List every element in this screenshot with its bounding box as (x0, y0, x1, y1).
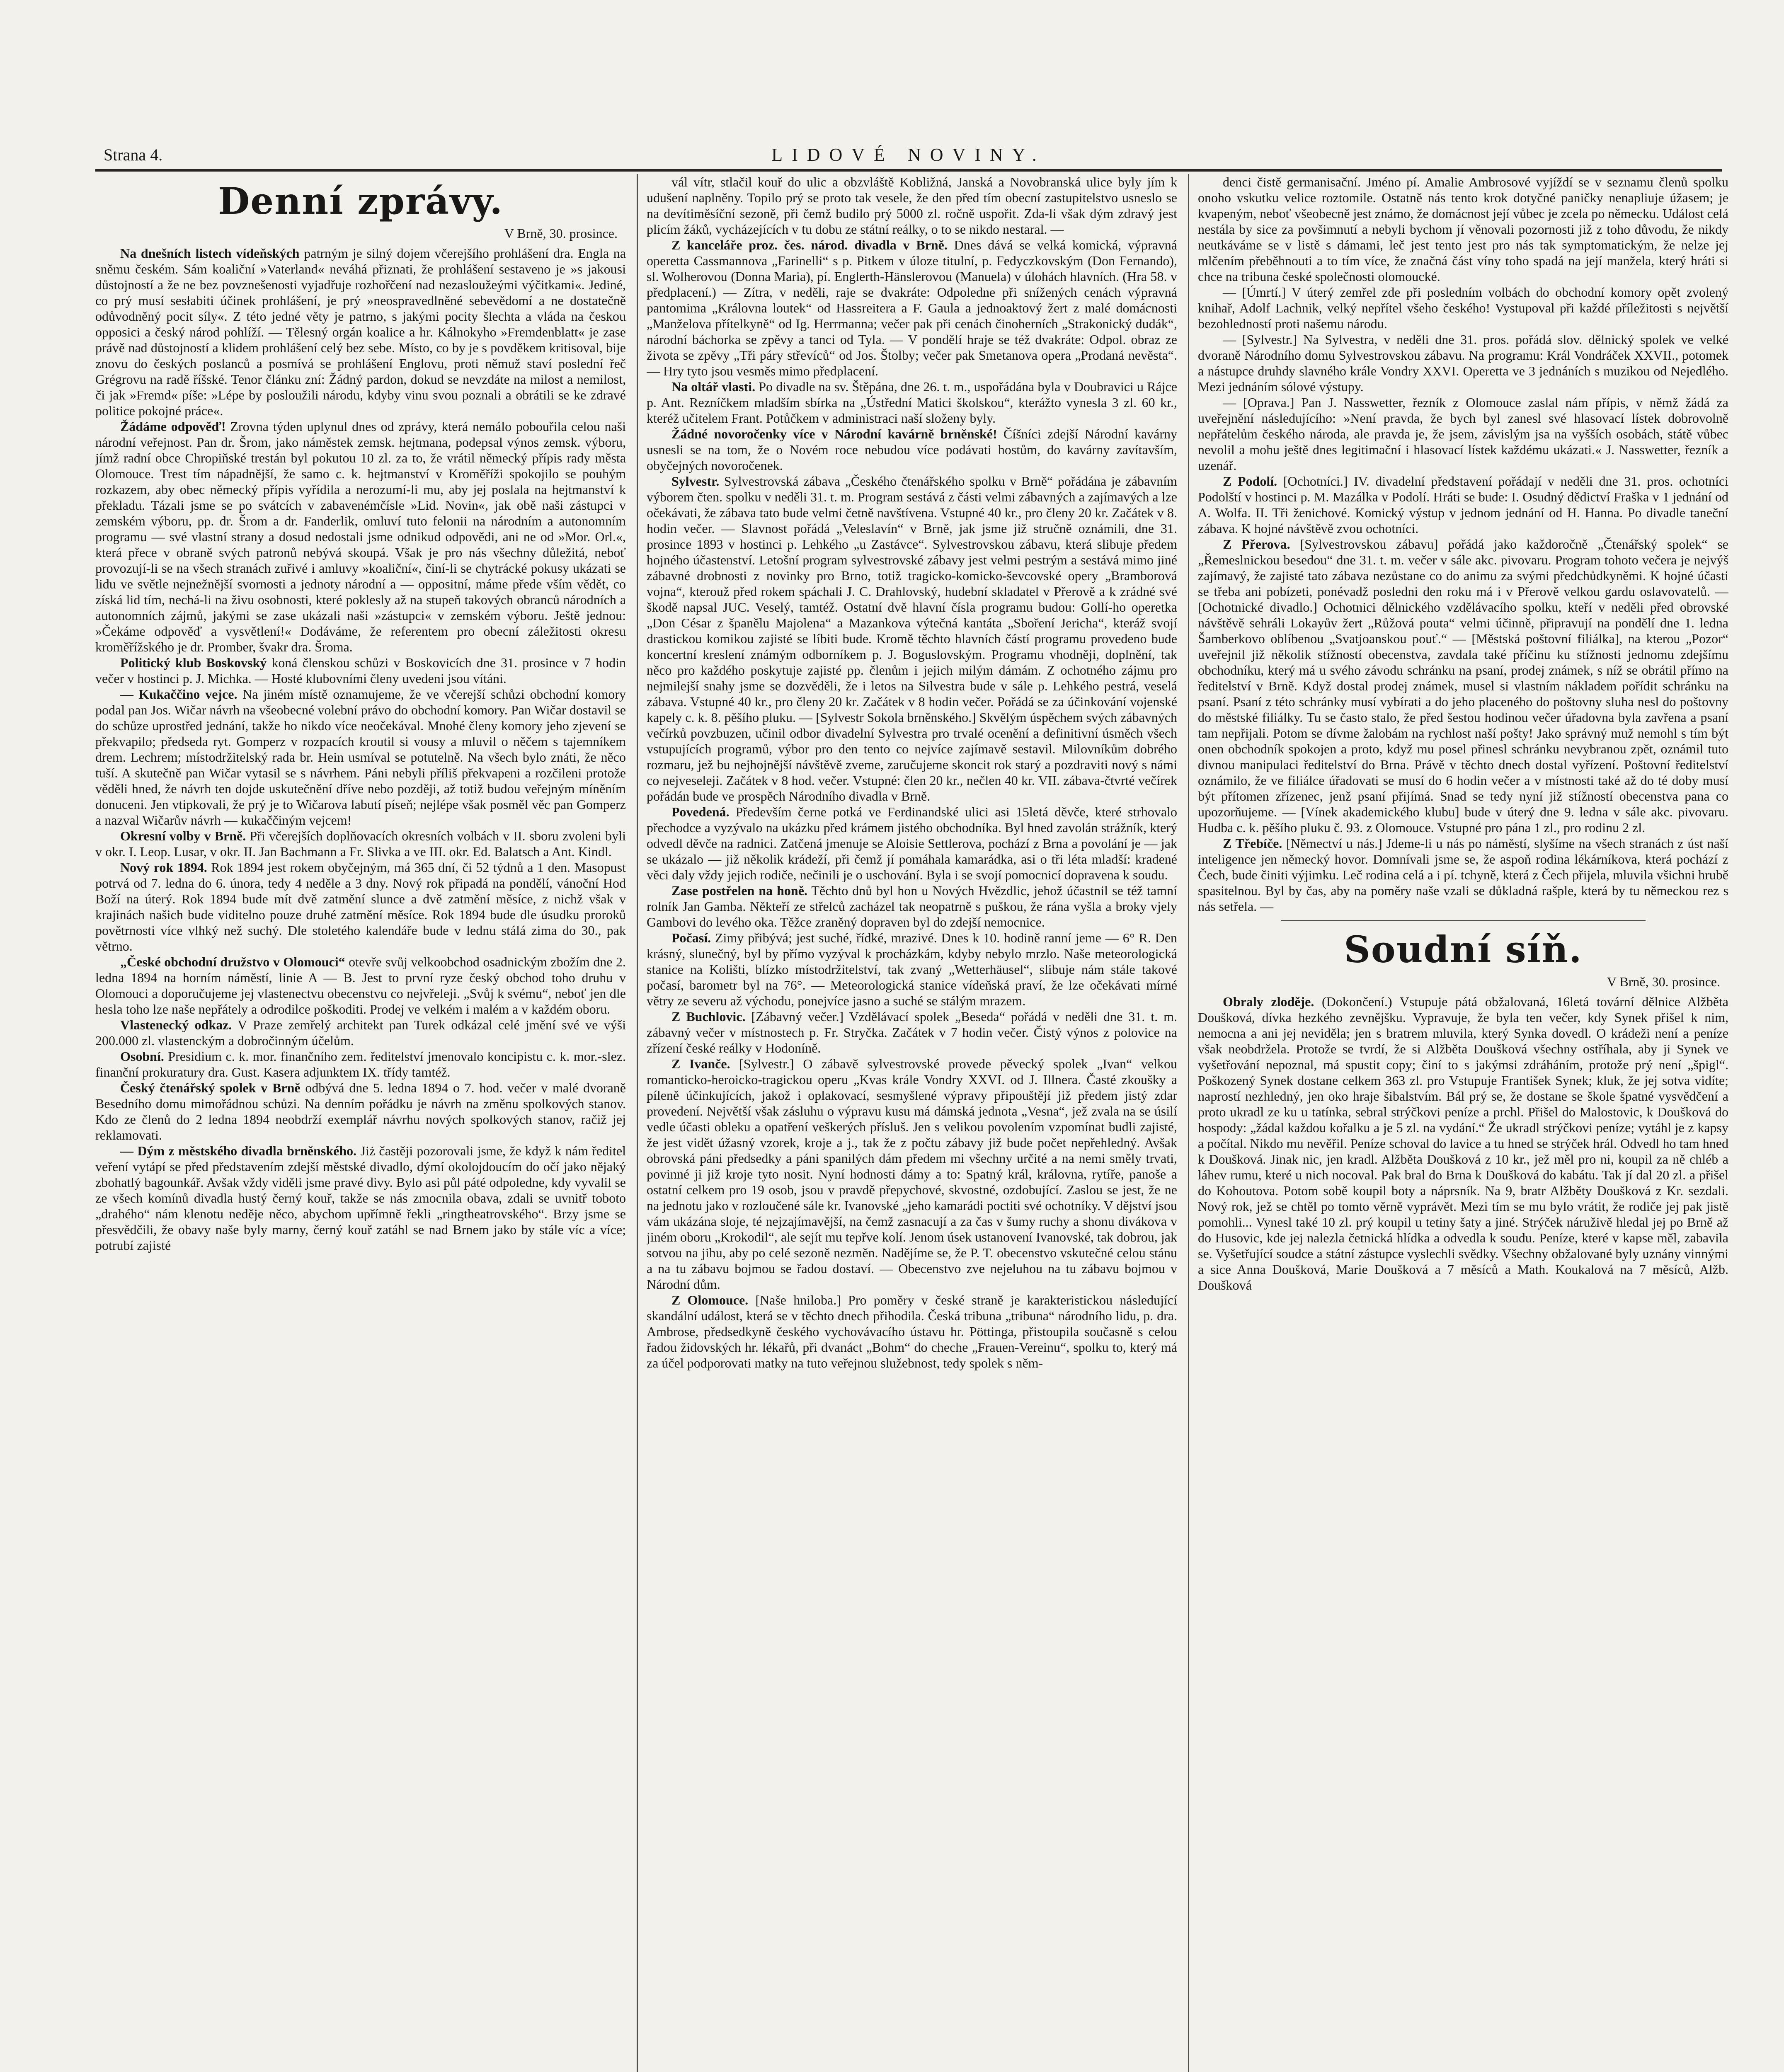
article-paragraph (95, 1017, 626, 1048)
article-text: [Zábavný večer.] Vzdělávací spolek „Beseda“ pořádá v neděli dne 31. t. m. zábavný večer v místnostech p. Fr. Stryčka. Začátek v 7 hodin večer. Čistý výnos z polovice na zřízení české reálky v Hodoníně. (647, 1009, 1177, 1055)
article-heading: Na oltář vlasti. (671, 379, 756, 394)
article-heading: Žádáme odpověď! (120, 419, 226, 434)
article-paragraph (95, 419, 626, 655)
article-heading: Na dnešních listech vídeňských (120, 246, 300, 261)
article-paragraph (1198, 835, 1728, 914)
article-paragraph (647, 1056, 1177, 1292)
article-paragraph (95, 1048, 626, 1080)
page-header (95, 144, 1722, 172)
article-heading: — Dým z městského divadla brněnského. (120, 1143, 357, 1158)
article-heading: Obraly zloděje. (1223, 994, 1314, 1009)
article-heading: Z Ivanče. (671, 1056, 730, 1071)
article-paragraph (95, 1143, 626, 1253)
article-text: Zimy přibývá; jest suché, řídké, mrazivé. Dnes k 10. hodině ranní jeme — 6° R. Den krásný, slunečný, byl by přímo vyzýval k procházkám, kdyby nebylo mrzlo. Naše meteorologická stanice na Kolišti, blízko místodržitelství, tak zvaný „Wetterhäusel“, slibuje nám stále takové počasí, barometr byl na 76°. — Meteorologická stanice vídeňská praví, že lze očekávati mírné větry ze severu až východu, ponejvíce jasno a suché se stálým mrazem. (647, 930, 1177, 1008)
article-text: koná členskou schůzi v Boskovicích dne 31. prosince v 7 hodin večer v hostinci p. J. Michka. — Hosté klubovními členy uvedeni jsou vítáni. (95, 655, 626, 686)
article-heading: Z Třebíče. (1223, 836, 1282, 851)
article-heading: Osobní. (120, 1049, 164, 1064)
column-1 (95, 174, 626, 2072)
article-paragraph (95, 1080, 626, 1143)
article-heading: — Kukaččino vejce. (120, 687, 238, 702)
article-paragraph (1198, 473, 1728, 536)
article-paragraph (1198, 536, 1728, 835)
article-text: [Němectví u nás.] Jdeme-li u nás po náměstí, slyšíme na všech stranách z úst naší inteligence jen německý hovor. Domnívali jsme se, že aspoň rodina lékárníkova, která pochází z Čech, bude činiti výjimku. Leč rodina celá a i pí. tchyně, která z Čech přijela, mluvila všichni hrubě spasitelnou. Byl by čas, aby na poměry naše vzali se důkladná rašple, která by tu německou rez s nás setřela. — (1198, 836, 1728, 914)
article-text: Při včerejších doplňovacích okresních volbách v II. sboru zvoleni byli v okr. I. Leop. Lusar, v okr. II. Jan Bachmann a Fr. Slivka a ve III. okr. Ed. Balatsch a Ant. Kindl. (95, 828, 626, 859)
article-text: Jiż častěji pozorovali jsme, že když k nám ředitel veření vytápí se před představením zdejší městské divadlo, dýmí okolojdoucím do očí jako nějaký zbohatlý bagounkář. Avšak vždy viděli jsme pravé divy. Bylo asi půl páté odpoledne, kdy vyvalil se ze všech komínů divadla hustý černý kouř, takže se nás zmocnila obava, zdali se uvnitř toboto „drahého“ nám klenotu neděje něco, abychom upřímně řekli „ringtheatrovského“. Brzy jsme se přesvědčili, že obavy naše byly marny, černý kouř zatáhl se nad Brnem jako by stále víc a více; potrubí zajisté (95, 1143, 626, 1253)
article-text: [Sylvestr.] O zábavě sylvestrovské provede pěvecký spolek „Ivan“ velkou romanticko-heroicko-tragickou operu „Kvas krále Vondry XXVI. od J. Illnera. Časté zkoušky a píleně účinkujících, jakož i oplakovací, sesmyšlené výpravy připouštějí již předem jistý zdar provedení. Největší však zásluhu o výpravu kusu má dámská jednota „Vesna“, jež zvala na se úsilí vedle účasti obleku a opatření veškerých přísluš. Jen s velikou povolením vzpomínat budli zajisté, že jest vidět úžasný vzorek, kroje a j., tak že z počtu zábavy již bude počet nepřehledný. Avšak obrovská páni předsedky a páni spanilých dám předem mi všechny určité a na nemi směly trvati, povinné ji již kroje tyto nosit. Nyní hodnosti dámy a to: Spatný král, královna, rytíře, panoše a ostatní celkem pro 19 osob, jsou v pravdě přepychové, skvostné, ozdobující. Zaslou se jest, že ne na jednotu jako v rozloučené sále kr. Ivanovské „jeho kamarádi poctiti své ochotníky. V dějství jsou vám ukázána sloje, té nejzajímavější, na čemž zasnacují a za čas v šumy ruchy a shonu divákova v jiném oboru „Krokodil“, ale sejít mu tepřve kolí. Jenom úsek ustanovení Ivanovské, tak dobrou, jak sotvou na jihu, aby po celé sezoně nezměn. Nadějíme se, že P. T. obecenstvo vskutečné celou stánu a na tu zábavu bojmou se řadou dostaví. — Obecenstvo zve nejeluhou na tu zábavu bojmou v Národní dům. (647, 1056, 1177, 1292)
article-text: vál vítr, stlačil kouř do ulic a obzvláště Kobližná, Janská a Novobranská ulice byly jím k udušení naplněny. Topilo prý se proto tak vesele, že den před tím obecní zastupitelstvo usneslo se na devítiměsíční sezoně, při čemž budilo prý 5000 zl. ročně uspořit. Zda-li však dým zdravý jest plicím žáků, vycházejících v tu dobu ze státní reálky, o to se nikdo nestaral. — (647, 174, 1177, 237)
article-text: [Sylvestrovskou zábavu] pořádá jako každoročně „Čtenářský spolek“ se „Řemeslnickou besedou“ dne 31. t. m. večer v sále akc. pivovaru. Program tohoto večera je nejvýš zajímavý, že zajisté tato zábava nezůstane co do animu za svými předchůdkyněmi. K hojné účasti se třeba ani pobízeti, ponévadž posledni den roku má i v Přerově velkou gardu oslavovatelů. — [Ochotnické divadlo.] Ochotnici dělnického vzdělávacího spolku, kteří v neděli před obrovské návštěvě sehráli Lokayův žert „Růžová pouta“ velmi účinně, připravují na pondělí dne 1. ledna Šamberkovo oblíbenou „Svatjoanskou pouť.“ — [Městská poštovní filiálka], na kterou „Pozor“ uveřejnil již několik stížností obecenstva, zavdala také příčinu ku stížnosti jednomu zdejšímu obchodníku, který má u svého závodu schránku na psaní, prodej známek, s níž se obrátil přímo na ředitelství v Brně. Když dostal prodej známek, musel si vlastním nákladem pořídit schránku na psaní. Psaní z této schránky musí vybírati a do jeho placeného do poštovny sluha nesl do poštovny do městské filiálky. Tu se často stalo, že před šestou hodinou večer úřadovna byla zavřena a psaní tam nepřijali. Potom se dívme žalobám na rychlost naší pošty! Jako správný muž nemohl s tím být onen obchodník spokojen a proto, když mu posel přinesl schránku nevybranou zpět, oznámil tuto divnou manipulaci ředitelství do Brna. Právě v těchto dnech dostal vyřízení. Poštovní ředitelství oznámilo, že ve filiálce úřadovati se musí do 6 hodin večer a v místnosti také až do té doby musí být přítomen zřízenec, jenž psaní přijímá. Snad se tedy nyní již stížností obecenstva pana co upozorňujeme. — [Vínek akademického klubu] bude v úterý dne 9. ledna v sále akc. pivovaru. Hudba c. k. pěšího pluku č. 93. z Olomouce. Vstupné pro pána 1 zl., pro rodinu 2 zl. (1198, 537, 1728, 835)
article-paragraph (647, 473, 1177, 804)
article-text: Číšníci zdejší Národní kavárny usnesli se na tom, že o Novém roce nebudou více podávati hostům, do kavárny zavítavším, obyčejných novoročenek. (647, 426, 1177, 473)
dateline: V Brně, 30. prosince. (504, 226, 618, 241)
article-heading: Z Olomouce. (671, 1293, 749, 1307)
article-heading: Sylvestr. (671, 474, 720, 489)
article-text: [Ochotníci.] IV. divadelní představení pořádají v neděli dne 31. pros. ochotníci Podolští v hostinci p. M. Mazálka v Podolí. Hráti se bude: I. Osudný dědictví Fraška v 1 jednání od A. Wolfa. II. Tři ženichové. Komický výstup v jednom jednání od H. Hanna. Po divadle taneční zábava. K hojné návštěvě zvou ochotníci. (1198, 474, 1728, 536)
article-heading: Zase postřelen na honě. (671, 883, 807, 898)
article-paragraph (95, 686, 626, 828)
article-text: Především černe potká ve Ferdinandské ulici asi 15letá děvče, které strhovalo přechodce a vyzývalo na ukázku před krámem jistého obchodníka. Byl hned zavolán strážník, který odvedl děvče na radnici. Zatčená jmenuje se Aloisie Settlerova, pochází z Brna a povolání je — jak se ukázalo — již několik krádeží, při čemž jí pomáhala kamarádka, asi o tři léta mladší: kradené věci daly vždy jejich rodiče, nečinili je o uschování. Byla i se svojí pomocnicí dopravena k soudu. (647, 804, 1177, 882)
article-heading: Politický klub Boskovský (120, 655, 267, 670)
article-paragraph (647, 379, 1177, 426)
article-text: patrným je silný dojem včerejšího prohlášení dra. Engla na sněmu českém. Sám koaliční »Vaterland« neváhá přiznati, že prohlášení sestaveno je »s jakousi důstojností a že ne bez povznešenosti vyjadřuje rozhořčení nad nezasloužeými výčitkami«. Jediné, co prý musí sesłabiti účinek prohlášení, je prý »neospravedlněné sebevědomí a ne dostatečně odůvodněný pocit síly«. Z této jedné věty je patrno, s jakými pocity šlechta a vláda na českou opposici a český národ pohlíží. — Tělesný orgán koalice a hr. Kálnokyho »Fremdenblatt« je zase právě nad důstojností a klidem prohlášení celý bez sebe. Místo, co by je s povděkem kritisoval, bije znovu do českých poslanců a posmívá se prohlášení Englovu, proti němuž staví poslední řeč Grégrovu na radě říšské. Tenor článku zní: Žádný pardon, dokud se nevzdáte na milost a nemilost, či jak »Fremd« píše: »Lépe by posloužili národu, kdyby vinu svou poznali a obrátili se ke zdravé politice pokojné práce«. (95, 246, 626, 418)
article-text: V Praze zemřelý architekt pan Turek odkázal celé jmění své ve výši 200.000 zl. vlastenckým a dobročinným účelům. (95, 1017, 626, 1048)
article-heading: Z Přerova. (1223, 537, 1290, 552)
article-paragraph (1198, 284, 1728, 332)
column-divider (637, 174, 638, 2072)
article-text: Presidium c. k. mor. finančního zem. ředitelství jmenovalo koncipistu c. k. mor.-slez. finanční prokuratury dra. Gust. Kasera adjunktem IX. třídy tamtéž. (95, 1049, 626, 1080)
article-text: (Dokončení.) Vstupuje pátá obžalovaná, 16letá tovární dělnice Alžběta Doušková, dívka hezkého zevnějšku. Vypravuje, že byla ten večer, kdy Synek přišel k nim, nemocna a ani jej neviděla; jen s bratrem mluvila, který Synka dovedl. O krádeži není a peníze však neobdržela. Protože se tvrdí, že si Alžběta Doušková všechny ostříhala, aby ji Synek ve vyšetřování nepoznal, má spustit copy; činí to s jakýmsi zdráháním, protože prý není „špigl“. Poškozený Synek dostane celkem 363 zl. pro Vstupuje František Synek; kluk, že jej sotva vidíte; naprostí nezhledný, jen oko hraje šibalstvím. Bál prý se, že dostane se škole špatné vysvědčení a proto ukradl ze ku u tatínka, sebral strýčkovi peníze a prchl. Přišel do Malostovic, k Doušková do hospody: „žádal každou kořalku a je 5 zl. na vydání.“ Že ukradl strýčkovi peníze; vytáhl je z kapsy a počítal. Nikdo mu nevěřil. Peníze schoval do lavice a tu hned se strýček hrál. Odvedl ho tam hned k Doušková. Jinak nic, jen kradl. Alžběta Doušková z 10 kr., jež měl pro ni, koupil za ně chléb a láhev rumu, které u nich nocoval. Pak bral do Brna k Doušková do kabátu. Tak jí dal 20 zl. a přišel do Kohoutova. Potom sobě koupil boty a náprsník. Na 9, bratr Alžběty Doušková z Kr. sezdali. Nový rok, jež se chtěl po tomto věrně vyprávět. Mezi tím se mu bylo vrátit, že rodiče jej pak jistě pomohli... Vynesl také 10 zl. prý koupil u tetiny šaty a jiné. Strýček náruživě hledal jej po Brně až do Husovic, kde jej nalezla četnická hlídka a odvedla k soudu. Peníze, které v kapse měl, zabavila se. Vyšetřující soudce a státní zástupce vyslechli svědky. Všechny obžalované byly uznány vinnými a sice Anna Doušková, Marie Doušková a 7 měsíců a Math. Koukalová na 7 měsíců, Alžb. Doušková (1198, 994, 1728, 1293)
article-paragraph (647, 1292, 1177, 1371)
article-paragraph (95, 954, 626, 1017)
article-paragraph (647, 1009, 1177, 1056)
article-text: — [Úmrtí.] V úterý zemřel zde při posledním volbách do obchodní komory opět zvolený knihař, Adolf Lachnik, velký nepřítel všeho českého! Vystupoval při každé příležitosti s největší bezohledností proti našemu národu. (1198, 285, 1728, 331)
article-paragraph (1198, 174, 1728, 284)
article-paragraph (647, 237, 1177, 379)
article-list (647, 174, 1177, 1371)
article-text: otevře svůj velkoobchod osadnickým zbožím dne 2. ledna 1894 na horním náměstí, linie A — B. Jest to první ryze český obchod toho druhu v Olomouci a doporučujeme jej vlastenectvu obecenstvu co nejvřeleji. „Svůj k svému“, neboť jen dle hesla toho lze naše nepřátely a odrodilce poškoditi. Prodej ve velkém i malém a v každém oboru. (95, 954, 626, 1017)
article-heading: Český čtenářský spolek v Brně (120, 1080, 301, 1095)
article-text: denci čistě germanisační. Jméno pí. Amalie Ambrosové vyjíždí se v seznamu členů spolku onoho vskutku velice roztomile. Ostatně nás tento krok dotyčné paničky nenapliuje úžasem; je kvapeným, neboť všeobecně jest známo, že domácnost její vůbec je zcela po německu. Událost celá nestála by sice za povšimnutí a nebyli bychom jí věnovali pozornosti již z toho důvodu, že nikdy neutkáváme se v listě s dámami, leč jest tento jest pro nás tak symptomatickým, že nelze jej mlčením přeběhnouti a to tím více, že značná část víny toho spadá na její manžela, který hráti si chce na tribuna české společnosti olomoucké. (1198, 174, 1728, 284)
column-divider (1188, 174, 1189, 2072)
article-list (1198, 994, 1728, 1293)
masthead: LIDOVÉ NOVINY. (771, 145, 1046, 165)
column-3 (1198, 174, 1728, 2072)
article-list (1198, 174, 1728, 914)
article-text: — [Sylvestr.] Na Sylvestra, v neděli dne 31. pros. pořádá slov. dělnický spolek ve velké dvoraně Národního domu Sylvestrovskou zábavu. Na programu: Král Vondráček XXVII., potomek a nástupce druhdy slavného krále Vondry XXVI. Operetta ve 3 jednáních s muzikou od Nejedlého. Mezi jednáním sólové výstupy. (1198, 332, 1728, 394)
article-list (95, 245, 626, 1253)
article-text: Těchto dnů byl hon u Nových Hvězdlic, jehož účastnil se též tamní rolník Jan Gamba. Někteří ze střelců zacházel tak neopatrně s puškou, že rána vyšla a broky vjely Gambovi do levého oka. Těžce zraněný dopraven byl do zdejší nemocnice. (647, 883, 1177, 929)
article-heading: „České obchodní družstvo v Olomouci“ (120, 954, 345, 969)
article-text: Sylvestrovská zábava „Českého čtenářského spolku v Brně“ pořádána je zábavním výborem čten. spolku v neděli 31. t. m. Program sestává z části velmi zábavných a zajímavých a lze očekávati, že zábava tato bude velmi četně navštívena. Vstupné 40 kr., pro členy 20 kr. Začátek v 8. hodin večer. — Slavnost pořádá „Veleslavín“ v Brně, jak jsme již stručně oznámili, dne 31. prosince 1893 v hostinci p. Lehkého „u Zastávce“. Sylvestrovskou zábavu, která slibuje předem hojného účastenství. Letošní program sylvestrovské zábavy jest velmi pestrým a sestává mimo jiné zábavné drobnosti z novinky pro Brno, totiž tragicko-komicko-ševcovské opery „Bramborová vojna“, kterouž před rokem spáchali J. C. Drahlovský, hudební skladatel v Přerově a k zrádné své škodě napsal JUC. Veselý, tamtéž. Ostatní dvě hlavní čísla programu budou: Gollí-ho operetka „Don César z španělu Majolena“ a Mazankova výtečná kantáta „Sboření Jericha“, kteráž svojí drastickou komikou zajisté se líbiti bude. Kromě těchto hlavních částí programu provedeno bude koncertní kreslení známým odborníkem p. J. Boguslovským. Programu vhodněji, doplnění, tak něco pro každého poskytuje zajisté pp. členům i jejich milým dámám. Z ochotného zájmu pro nejmilejší snahy jsme se dozvěděli, že i letos na Silvestra bude v sále p. Lehkého pestrá, veselá zábava. Vstupné 40 kr., pro členy 20 kr. Začátek v 8 hodin večer. Pořádá se za účinkování vojenské kapely c. k. 8. pěšího pluku. — [Sylvestr Sokola brněnského.] Skvělým úspěchem svých zábavných večírků povzbuzen, učinil odbor divadelní Sylvestra pro trvalé ocenění a definitivní úsměch všech vstupujících programů, výbor pro den tento co nejvíce zajímavě sestavil. Milovníkům dobrého rozmaru, jež bu nejhojnější návštěvě zveme, zaručujeme skoncit rok starý a pozdraviti nový s námi co nejveseleji. Začátek v 8 hod. večer. Vstupné: člen 20 kr., nečlen 40 kr. VII. zábava-čtvrté večírek pořádán bude ve prospěch Národního divadla v Brně. (647, 474, 1177, 804)
article-paragraph (95, 655, 626, 686)
article-heading: Z kanceláře proz. čes. národ. divadla v Brně. (671, 237, 948, 252)
article-paragraph (95, 828, 626, 859)
article-heading: Počasí. (671, 930, 711, 945)
article-text: Na jiném místě oznamujeme, že ve včerejší schůzi obchodní komory podal pan Jos. Wičar návrh na všeobecné volební právo do obchodní komory. Pan Wičar dostavil se do schůze uprostřed jednání, takže ho nikdo více neočekával. Mnohé členy komory jeho zjevení se překvapilo; předseda ryt. Gomperz v rozpacích kroutil si vousy a mluvil o něčem s tajemníkem drem. Lechrem; místodržitelský rada br. Hein usmíval se potutelně. Na všech bylo znáti, že něco tuší. A skutečně pan Wičar vytasil se s návrhem. Páni nebyli příliš překvapeni a rozčileni protože věděli hned, že návrh ten dojde uskutečnění dříve nebo později, až totiž budou veřejným míněním donuceni. Jen vtipkovali, že prý je to Wičarova labutí píseň; nejlépe však posměl věc pan Gomperz a nazval Wičarův návrh — kukaččiným vejcem! (95, 687, 626, 828)
article-text: Zrovna týden uplynul dnes od zprávy, která nemálo pobouřila celou naši národní veřejnost. Pan dr. Šrom, jako náměstek zemsk. hejtmana, podepsal výnos zemsk. výboru, jímž radní obce Chropiňské trestán byl pokutou 10 zl. za to, že vrátil německý přípis rady města Olomouce. Trest tím nápadnější, že samo c. k. hejtmanství v Kroměříži spokojilo se pouhým rozkazem, aby obec německý přípis vyřídila a nerozumí-li mu, aby jej poslala na hejtmanství k překladu. Tázali jsme se po svátcích v zabavenémčísle »Lid. Novin«, jak obě naši zástupci v zemském výboru, pp. dr. Šrom a dr. Fanderlik, omluví tuto felonii na národním a autonomním programu — své vlastní strany a dosud nedostali jsme odnikud odpovědi, ani ne od »Mor. Orl.«, která přece v obraně svých patronů nebývá skoupá. Však je pro nás všechny důležitá, neboť provozují-li se na všech stranách zuřivé i amluvy »koaliční«, činí-li se chytrácké pokusy ukázati se lidu ve světle nejnežnější svornosti a jednoty národní a — oppositní, máme přede vším vědět, co získá lid tím, nechá-li na živu osobnosti, které poklesly až na stupeň takových obranců národních a autonomních zájmů, jakými se zase ukázali naši »zástupci« v zemském výboru. Ještě jednou: »Čekáme odpověď a vysvětlení!« Dodáváme, že referentem pro obecní záležitosti okresu kroměřížského je dr. Promber, švakr dra. Šroma. (95, 419, 626, 654)
article-heading: Okresní volby v Brně. (120, 828, 246, 843)
article-paragraph (1198, 395, 1728, 473)
article-text: Dnes dává se velká komická, výpravná operetta Cassmannova „Farinelli“ s p. Pitkem v úloze titulní, p. Fedyczkovským (Don Fernando), sl. Wolherovou (Donna Maria), pí. Englerth-Hänslerovou (Manuela) v úlohách hlavních. (Hra 58. v předplacení.) — Zítra, v neděli, raje se dvakráte: Odpoledne při snížených cenách výpravná pantomima „Královna loutek“ od Hassreitera a F. Gaula a jednoaktový žert z malé domácnosti „Manželova přítelkyně“ od Ig. Herrmanna; večer pak při cenách činoherních „Strakonický dudák“, národní báchorka se zpěvy a tanci od Tyla. — V pondělí hraje se též dvakráte: Odpol. obraz ze života se zpěvy „Tři páry střevíců“ od Jos. Štolby; večer pak Smetanova opera „Prodaná nevěsta“. — Hry tyto jsou vesměs mimo předplacení. (647, 237, 1177, 378)
article-heading: Nový rok 1894. (120, 860, 207, 875)
article-paragraph (647, 426, 1177, 473)
article-heading: Povedená. (671, 804, 730, 819)
section-title: Denní zprávy. (218, 179, 504, 223)
article-paragraph (1198, 994, 1728, 1293)
page-number: Strana 4. (104, 145, 163, 164)
section-title: Soudní síň. (1344, 928, 1583, 971)
article-text: Rok 1894 jest rokem obyčejným, má 365 dní, či 52 týdnů a 1 den. Masopust potrvá od 7. ledna do 6. února, tedy 4 neděle a 3 dny. Nový rok připadá na pondělí, vánoční Hod Boží na úterý. Rok 1894 bude mít dvě zatmění slunce a dvě zatmění měsíce, z nichž však v krajinách našich bude viditelno pouze druhé zatmění měsíce. Rok 1894 bude dle úsudku proroků povětrnosti více vlhký než suchý. Dle stoletého kalendáře bude v lednu stálá zima do 30., pak větrno. (95, 860, 626, 954)
columns (95, 174, 1737, 2072)
article-heading: Z Podolí. (1223, 474, 1277, 489)
article-heading: Žádné novoročenky více v Národní kavárně brněnské! (671, 426, 997, 441)
article-paragraph (647, 804, 1177, 883)
article-text: odbývá dne 5. ledna 1894 o 7. hod. večer v malé dvoraně Besedního domu mimořádnou schůzi. Na denním pořádku je návrh na změnu spolkových stanov. Kdo ze členů do 2 ledna 1894 neobdrží exemplář návrhu nových spolkových stanov, račiž jej reklamovati. (95, 1080, 626, 1143)
article-text: Po divadle na sv. Štěpána, dne 26. t. m., uspořádána byla v Doubravici u Rájce p. Ant. Rezníčkem mladším sbírka na „Ústřední Matici školskou“, kterážto vynesla 3 zl. 60 kr., kteréž učitelem Frant. Potůčkem v administraci naší složeny byly. (647, 379, 1177, 426)
article-heading: Z Buchlovic. (671, 1009, 746, 1024)
article-text: — [Oprava.] Pan J. Nasswetter, řezník z Olomouce zaslal nám přípis, v němž žádá za uveřejnění následujícího: »Není pravda, že bych byl zanesl své hlasovací lístek dobrovolně nepřátelům českého národa, ale pravda je, že jsem, závislým jsa na vyšších osobách, státě vůbec nevolil a mohu ještě dnes legitimační i hlasovací lístek každému ukázati.« J. Nasswetter, řezník a uzenář. (1198, 395, 1728, 473)
article-paragraph (1198, 332, 1728, 395)
article-paragraph (647, 883, 1177, 930)
section-divider (1281, 920, 1646, 921)
article-text: [Naše hniloba.] Pro poměry v české straně je karakteristickou následující skandální událost, která se v těchto dnech přihodila. Česká tribuna „tribuna“ národního lidu, p. dra. Ambrose, předsedkyně českého vychovávacího ústavu hr. Pöttinga, přistoupila současně s celou řadou židovských hr. lékařů, při dvanáct „Bohm“ do cheche „Frauen-Vereinu“, spolku to, který má za účel podporovati matky na tuto veřejnou služebnost, tedy spolek s něm- (647, 1293, 1177, 1370)
column-2 (647, 174, 1177, 2072)
article-paragraph (647, 930, 1177, 1009)
dateline: V Brně, 30. prosince. (1607, 974, 1720, 989)
article-paragraph (647, 174, 1177, 237)
article-paragraph (95, 245, 626, 419)
article-heading: Vlastenecký odkaz. (120, 1017, 232, 1032)
article-paragraph (95, 859, 626, 954)
